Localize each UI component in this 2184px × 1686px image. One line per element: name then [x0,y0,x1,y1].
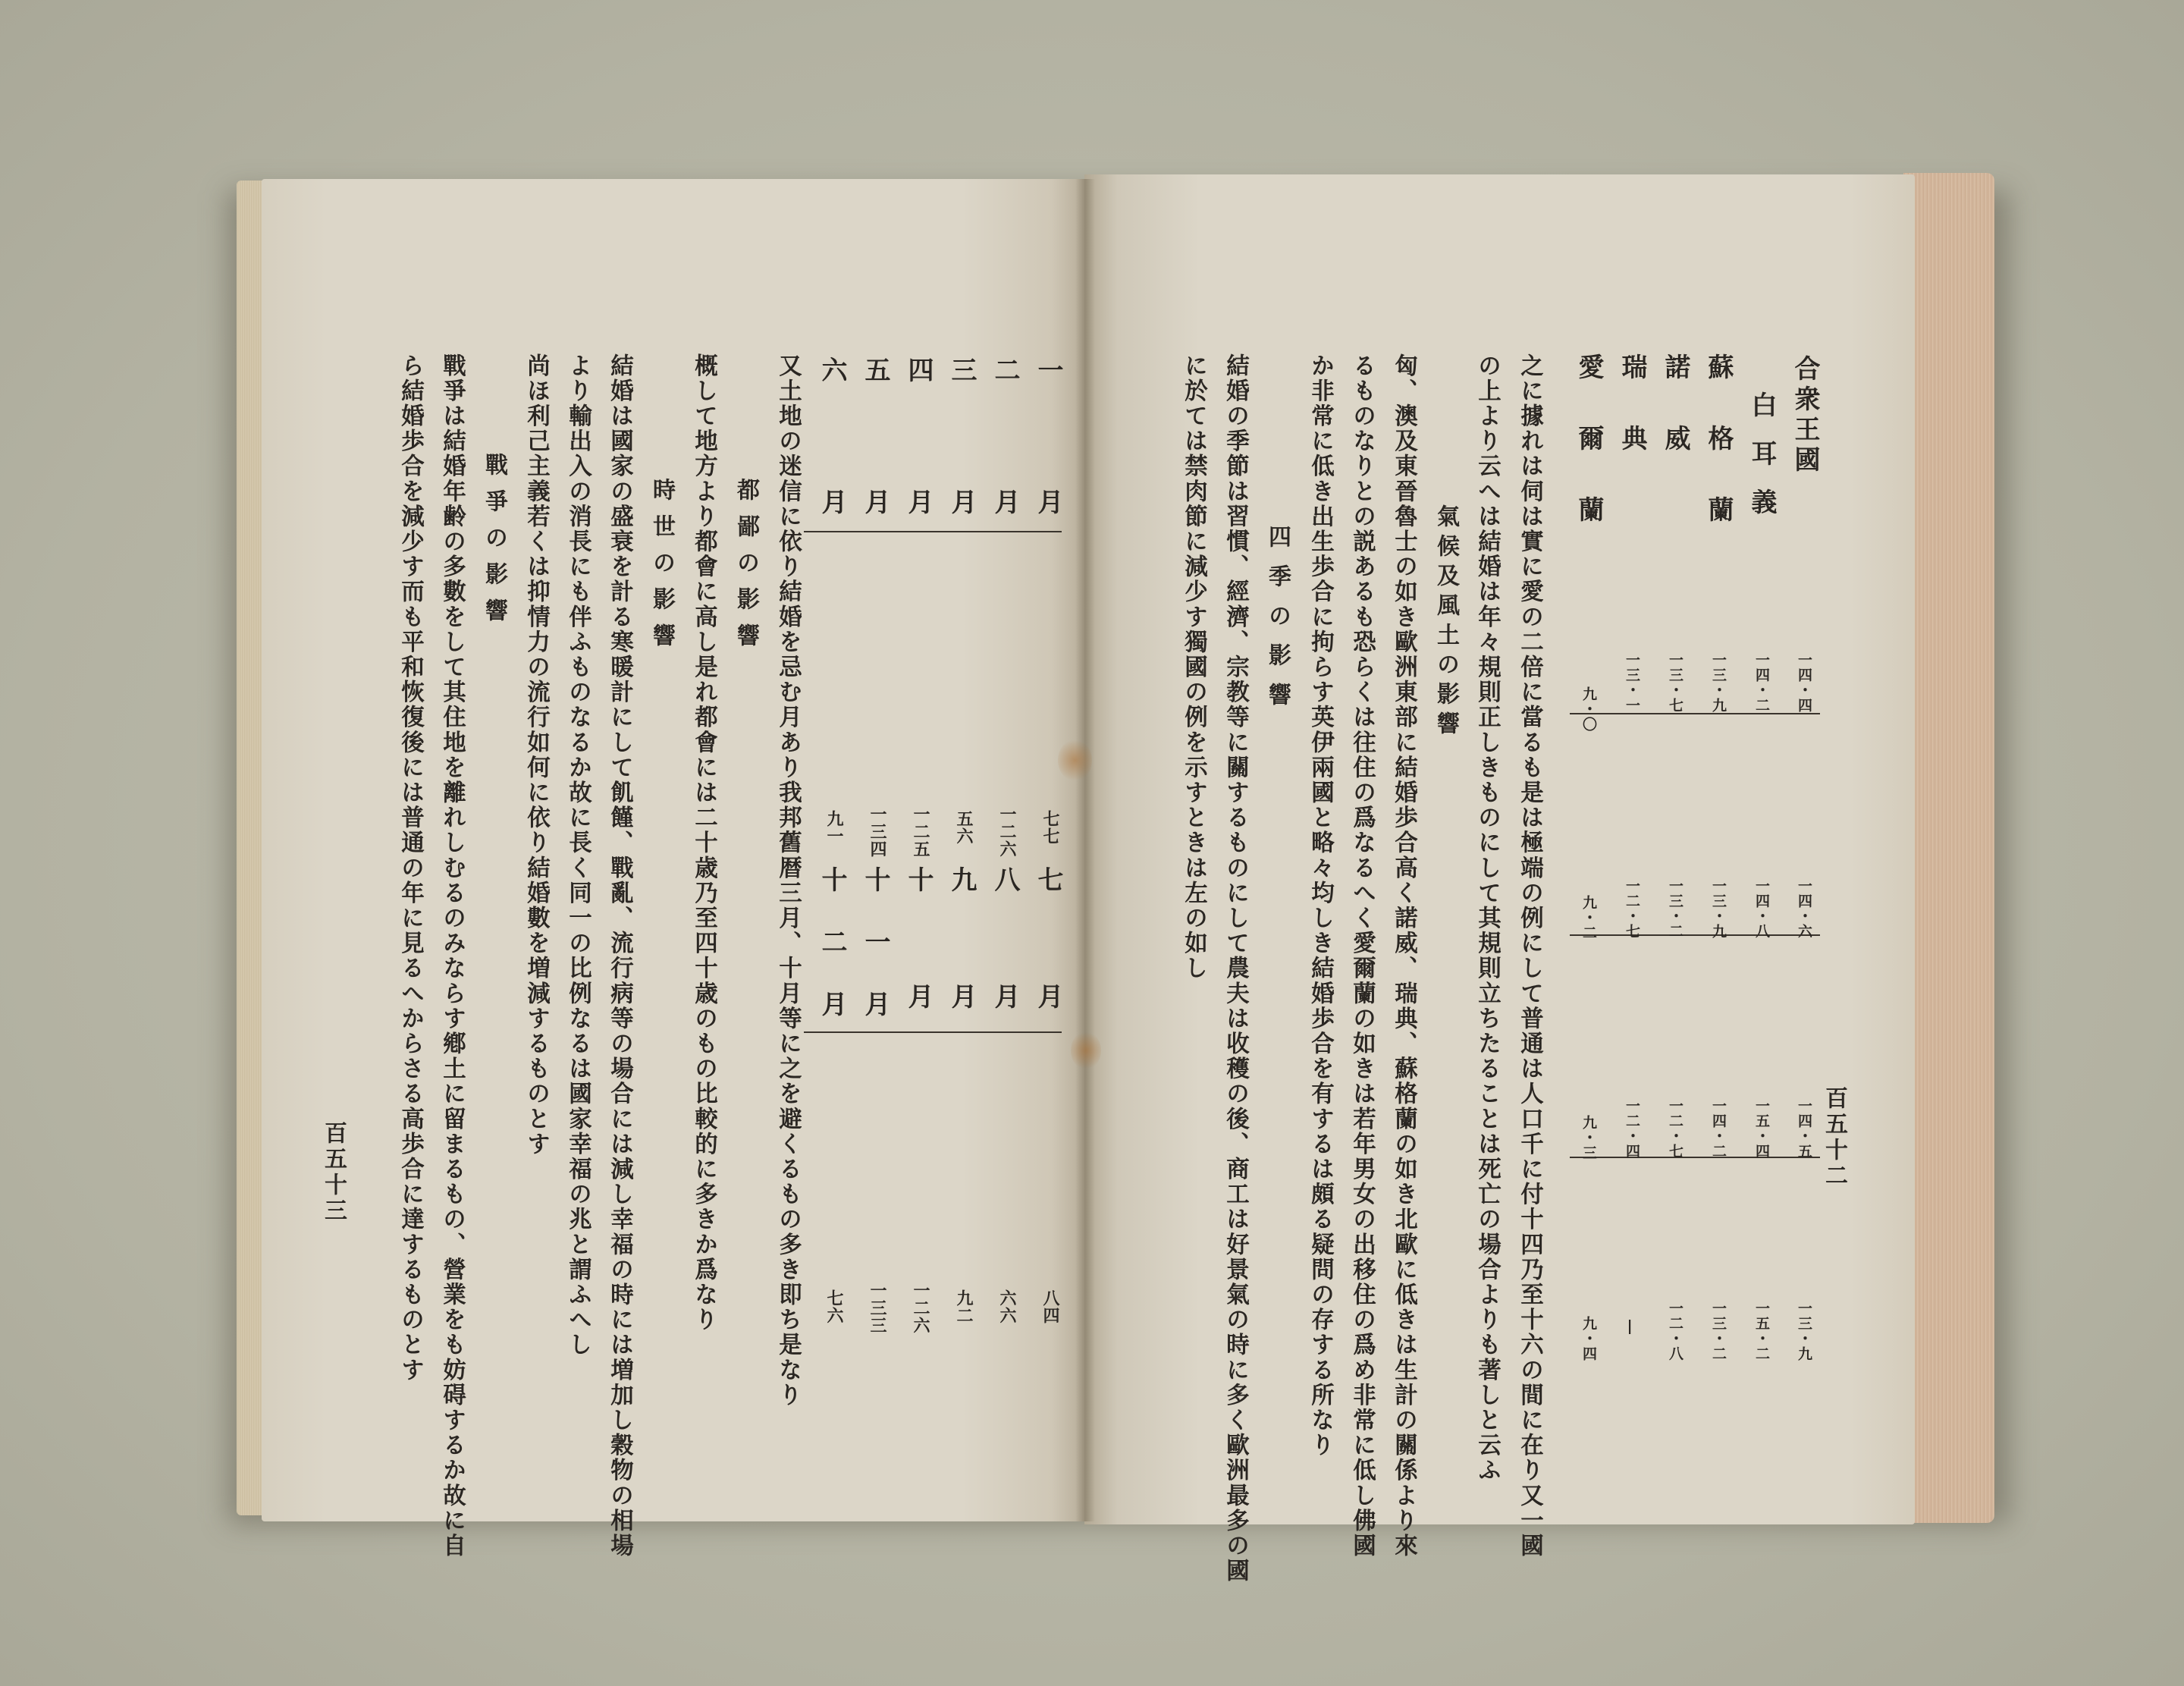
table-country: 愛爾蘭 [1574,353,1604,567]
table-value: 一三・二 [1710,1301,1727,1361]
month-value: 一三四 [868,805,887,858]
month-label: 九月 [946,866,977,1100]
table-value: 一二・八 [1667,1301,1684,1361]
table-rule [1570,1157,1820,1158]
month-label: 六月 [817,356,847,620]
table-value: 一四・二 [1753,652,1770,713]
table-value: 一二・七 [1667,1098,1684,1159]
foxing-stain [1071,1031,1101,1069]
month-value: 七七 [1040,810,1060,845]
month-value: 八四 [1040,1289,1060,1324]
table-value: 一四・五 [1796,1098,1812,1159]
table-country: 瑞典 [1617,353,1647,496]
body-text-line: 結婚は國家の盛衰を計る寒暖計にして飢饉、戰亂、流行病等の場合には減し幸福の時には増加し穀物の相場 [606,353,634,1559]
table-value: 九・二 [1580,895,1597,940]
table-country: 白耳義 [1746,391,1777,537]
table-value: 一四・六 [1796,878,1812,939]
table-country: 蘇格蘭 [1703,353,1734,567]
table-value: 一四・二 [1710,1098,1727,1159]
table-value: 一五・二 [1753,1301,1770,1361]
section-heading: 戰爭の影響 [481,453,507,635]
table-value: 一三・一 [1624,652,1640,713]
month-label: 二月 [990,356,1020,620]
page-number-right: 百五十二 [1821,1086,1847,1189]
month-label: 五月 [860,356,890,620]
section-heading: 都鄙の影響 [733,478,759,660]
section-heading: 氣候及風土の影響 [1432,504,1459,741]
foxing-stain [1058,739,1092,781]
table-value: 一三・九 [1710,878,1727,939]
month-label: 七月 [1033,866,1063,1100]
table-value: 一四・四 [1796,652,1812,713]
month-label: 十一月 [860,866,890,1053]
table-value: 一二・七 [1624,878,1640,939]
body-text-line: より輸出入の消長にも伴ふものなるか故に長く同一の比例なるは國家幸福の兆と謂ふへし [564,353,592,1358]
month-value: 一三三 [868,1282,887,1334]
table-value: 九・〇 [1580,686,1597,732]
book-gutter [1075,179,1095,1521]
table-rule [1570,713,1820,714]
body-text-line: に於ては禁肉節に減少す獨國の例を示すときは左の如し [1180,353,1208,981]
month-label: 四月 [903,356,934,620]
month-value: 一二五 [911,805,930,858]
table-rule [1570,934,1820,936]
month-label: 一月 [1033,356,1063,620]
body-text-line: 尚ほ利己主義若くは抑情力の流行如何に依り結婚數を増減するものとす [522,353,551,1157]
month-value: 五六 [954,810,974,845]
body-text-line: 匈、澳及東晉魯士の如き歐洲東部に結婚歩合高く諾威、瑞典、蘇格蘭の如き北歐に低きは生計の關係より來 [1390,353,1418,1559]
section-heading: 時世の影響 [648,478,675,660]
body-text-line: か非常に低き出生歩合に拘らす英伊兩國と略々均しき結婚歩合を有するは頗る疑問の存する所なり [1307,353,1335,1458]
month-value: 九二 [954,1289,974,1324]
body-text-line: の上より云へは結婚は年々規則正しきものにして其規則立ちたることは死亡の場合よりも著しと云ふ [1473,353,1502,1483]
table-country: 合衆王國 [1790,355,1820,476]
table-value: 九・四 [1580,1316,1597,1361]
body-text-line: ら結婚歩合を減少す而も平和恢復後には普通の年に見るへからさる高歩合に達するものとす [397,353,425,1383]
month-label: 十月 [903,866,934,1100]
table-value: 一二・四 [1624,1098,1640,1159]
table-value: 一三・七 [1667,652,1684,713]
table-country: 諾威 [1660,353,1690,496]
table-value: 一四・八 [1753,878,1770,939]
body-text-line: 概して地方より都會に高し是れ都會には二十歳乃至四十歳のもの比較的に多きか爲なり [690,353,718,1333]
month-label: 三月 [946,356,977,620]
table-value: 九・三 [1580,1115,1597,1160]
month-value: 一二六 [911,1282,930,1334]
body-text-line: るものなりとの説あるも恐らくは往住の爲なるへく愛爾蘭の如きは若年男女の出移住の爲め非常に低し佛國 [1348,353,1376,1559]
month-label: 八月 [990,866,1020,1100]
month-value: 七六 [824,1289,844,1324]
month-label: 十二月 [817,866,847,1053]
body-text-line: 又土地の迷信に依り結婚を忌む月あり我邦舊暦三月、十月等に之を避くるもの多き即ち是なり [774,353,802,1408]
table-value: ― [1622,1320,1639,1335]
month-value: 一二六 [997,805,1017,858]
body-text-line: 之に據れは伺は實に愛の二倍に當るも是は極端の例にして普通は人口千に付十四乃至十六の間に在り又一國 [1516,353,1544,1559]
table-value: 一三・九 [1710,652,1727,713]
table-value: 一三・二 [1667,878,1684,939]
month-value: 九一 [824,810,844,845]
section-heading: 四季の影響 [1264,525,1291,722]
body-text-line: 戰爭は結婚年齢の多數をして其住地を離れしむるのみならす鄕土に留まるもの、營業をも妨碍するか故に自 [438,353,466,1559]
page-number-left: 百五十三 [320,1121,347,1224]
body-text-line: 結婚の季節は習慣、經濟、宗教等に關するものにして農夫は收穫の後、商工は好景氣の時に多く歐洲最多の國 [1222,353,1250,1584]
table-value: 一三・九 [1796,1301,1812,1361]
month-value: 六六 [997,1289,1017,1324]
table-value: 一五・四 [1753,1098,1770,1159]
right-page-edges [1903,173,1994,1523]
